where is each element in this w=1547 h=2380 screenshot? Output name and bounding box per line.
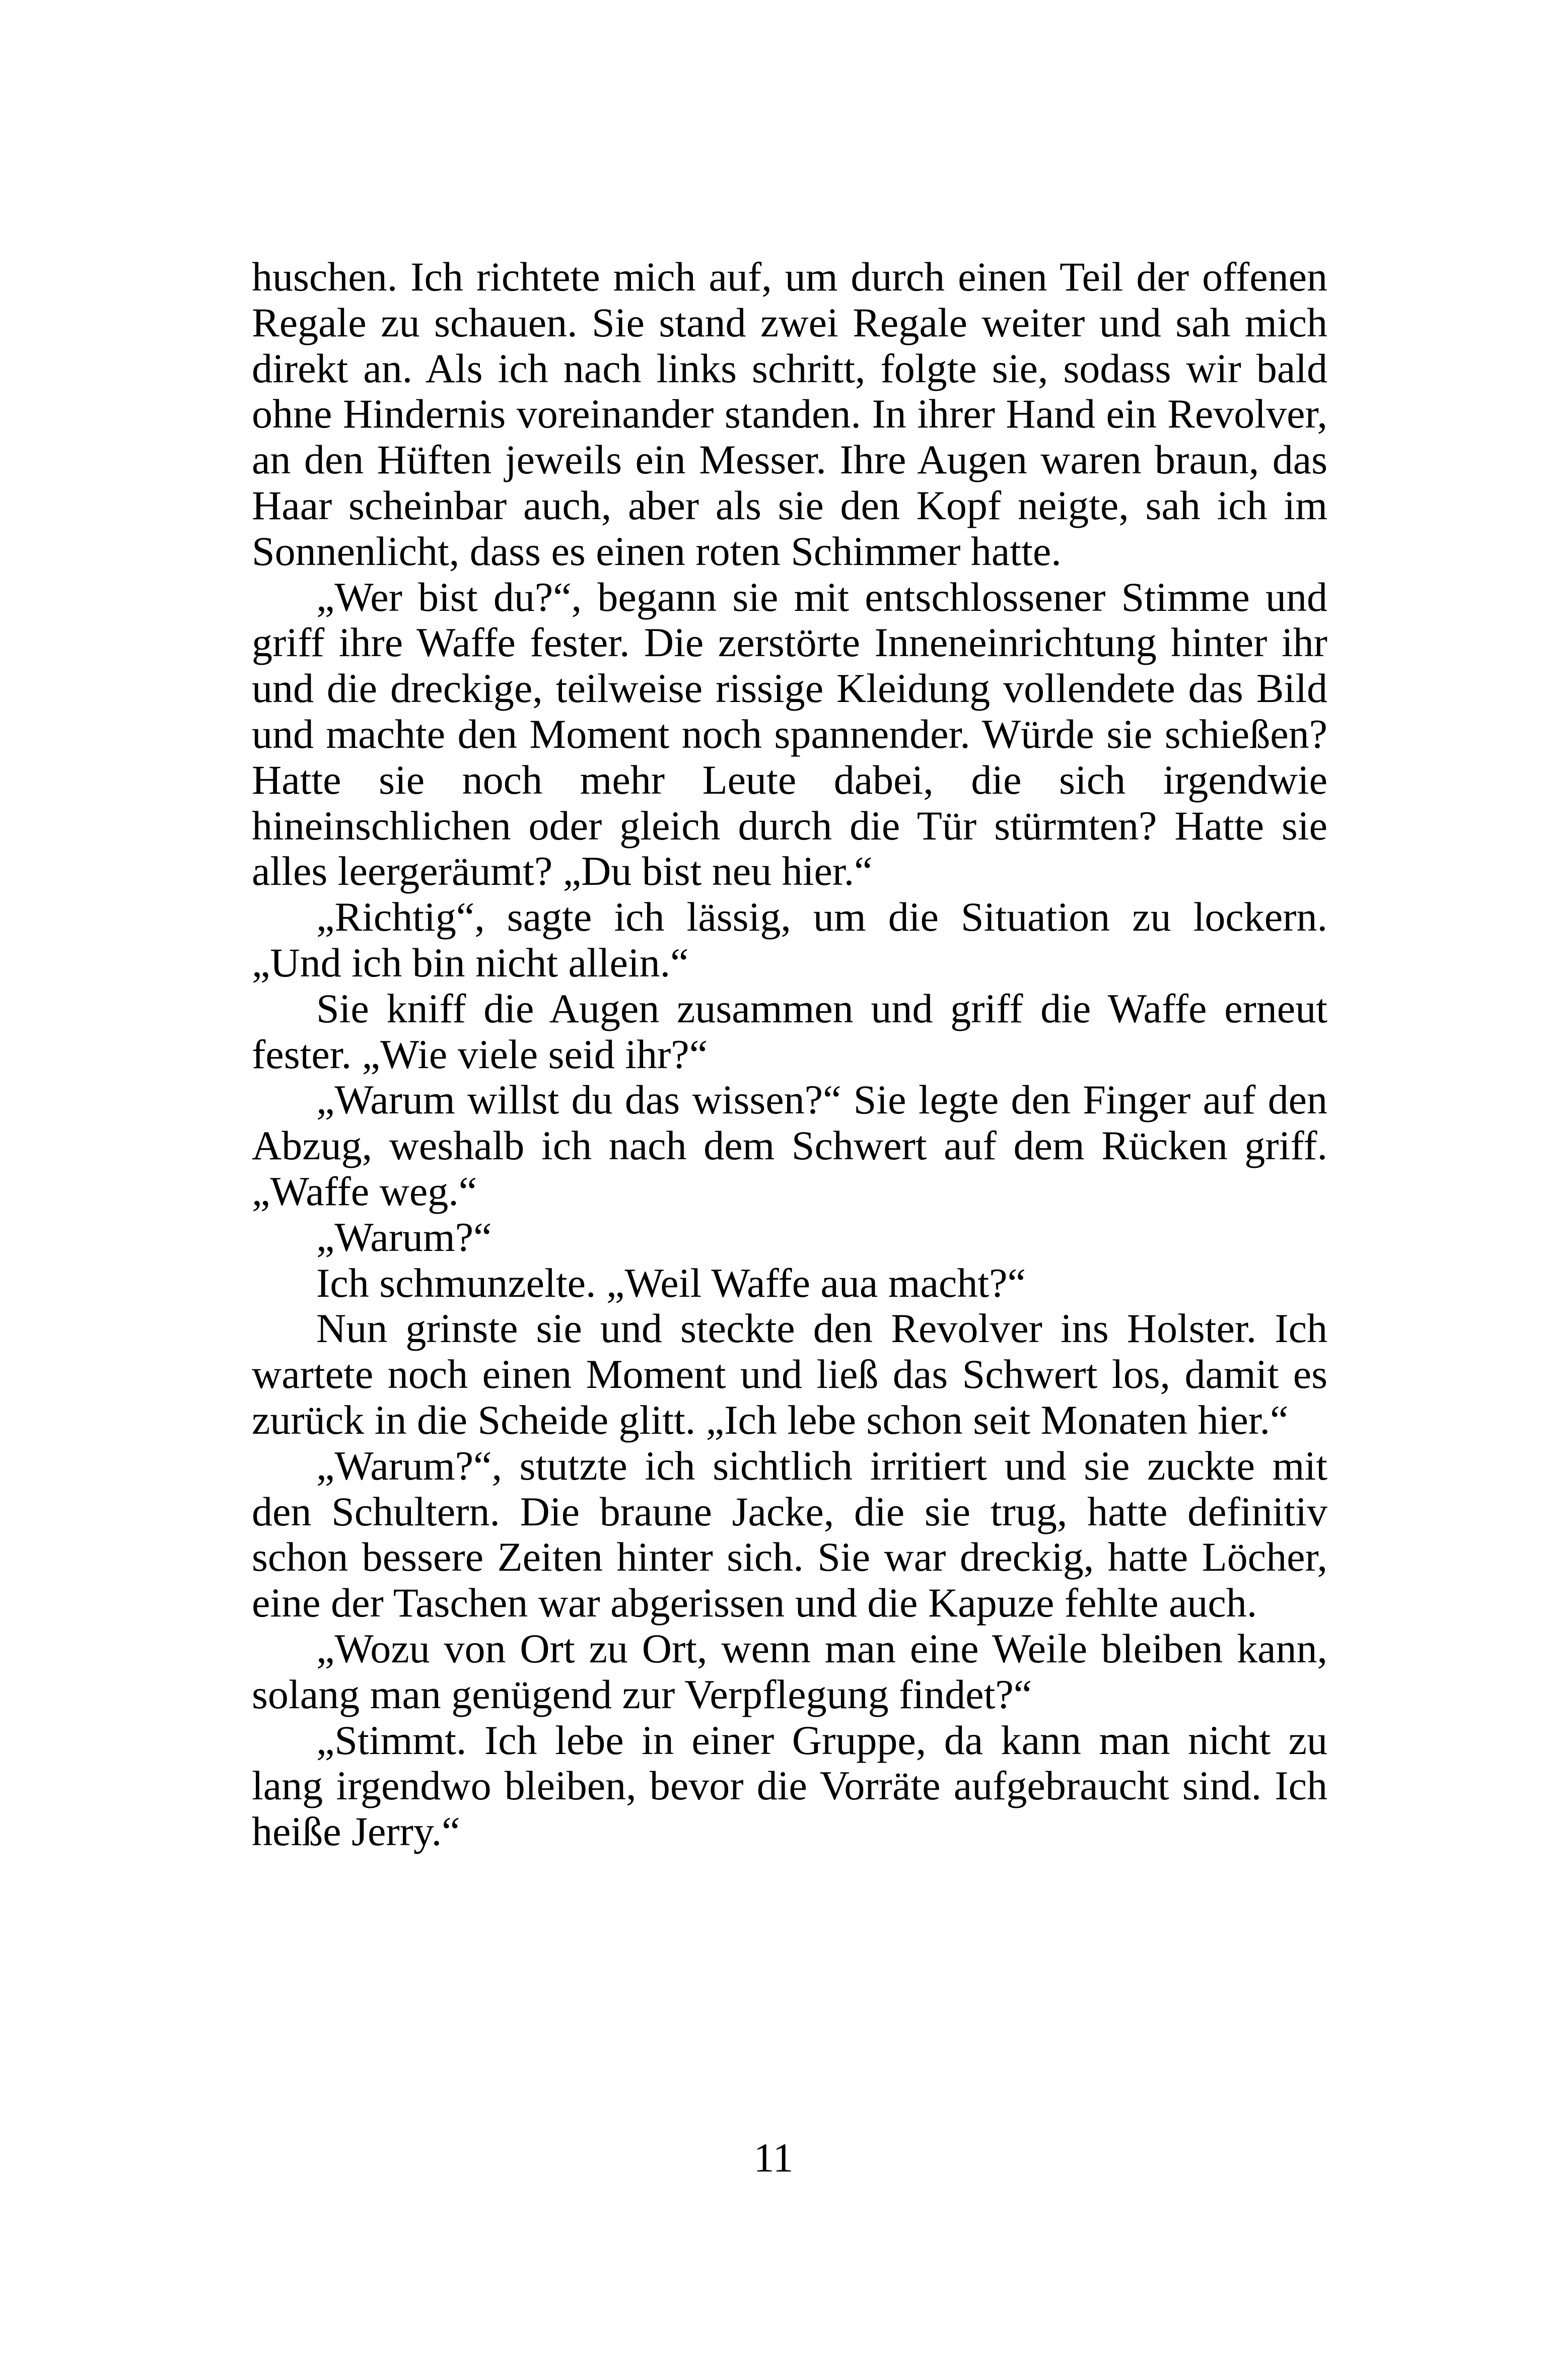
paragraph-11: „Stimmt. Ich lebe in einer Gruppe, da kann man nicht zu lang irgendwo bleiben, bevor die Vorräte aufgebraucht sind. Ich heiße Jerry.“	[252, 1717, 1327, 1855]
paragraph-3: „Richtig“, sagte ich lässig, um die Situation zu lockern. „Und ich bin nicht allein.“	[252, 894, 1327, 986]
paragraph-6: „Warum?“	[316, 1214, 492, 1260]
paragraph-2: „Wer bist du?“, begann sie mit entschlossener Stimme und griff ihre Waffe fester. Die zerstörte Inneneinrichtung hinter ihr und die dreckige, teilweise rissige Kleidung vollendete das Bild und machte den Moment noch spannender. Würde sie schießen? Hatte sie noch mehr Leute dabei, die sich irgendwie hineinschlichen oder gleich durch die Tür stürmten? Hatte sie alles leergeräumt? „Du bist neu hier.“	[252, 574, 1327, 894]
paragraph-1: huschen. Ich richtete mich auf, um durch einen Teil der offenen Regale zu schauen. Sie stand zwei Regale weiter und sah mich direkt an. Als ich nach links schritt, folgte sie, sodass wir bald ohne Hindernis voreinander standen. In ihrer Hand ein Revolver, an den Hüften jeweils ein Messer. Ihre Augen waren braun, das Haar scheinbar auch, aber als sie den Kopf neigte, sah ich im Sonnenlicht, dass es einen roten Schimmer hatte.	[252, 254, 1327, 574]
paragraph-4: Sie kniff die Augen zusammen und griff die Waffe erneut fester. „Wie viele seid ihr?“	[252, 985, 1327, 1077]
paragraph-7: Ich schmunzelte. „Weil Waffe aua macht?“	[316, 1259, 1026, 1306]
paragraph-5: „Warum willst du das wissen?“ Sie legte den Finger auf den Abzug, weshalb ich nach dem Schwert auf dem Rücken griff. „Waffe weg.“	[252, 1077, 1327, 1214]
page-number: 11	[753, 2135, 794, 2181]
body-text	[252, 254, 1327, 1855]
paragraph-8: Nun grinste sie und steckte den Revolver ins Holster. Ich wartete noch einen Moment und ließ das Schwert los, damit es zurück in die Scheide glitt. „Ich lebe schon seit Monaten hier.“	[252, 1305, 1327, 1443]
paragraph-10: „Wozu von Ort zu Ort, wenn man eine Weile bleiben kann, solang man genügend zur Verpflegung findet?“	[252, 1625, 1327, 1717]
paragraph-9: „Warum?“, stutzte ich sichtlich irritiert und sie zuckte mit den Schultern. Die braune Jacke, die sie trug, hatte definitiv schon bessere Zeiten hinter sich. Sie war dreckig, hatte Löcher, eine der Taschen war abgerissen und die Kapuze fehlte auch.	[252, 1442, 1327, 1626]
